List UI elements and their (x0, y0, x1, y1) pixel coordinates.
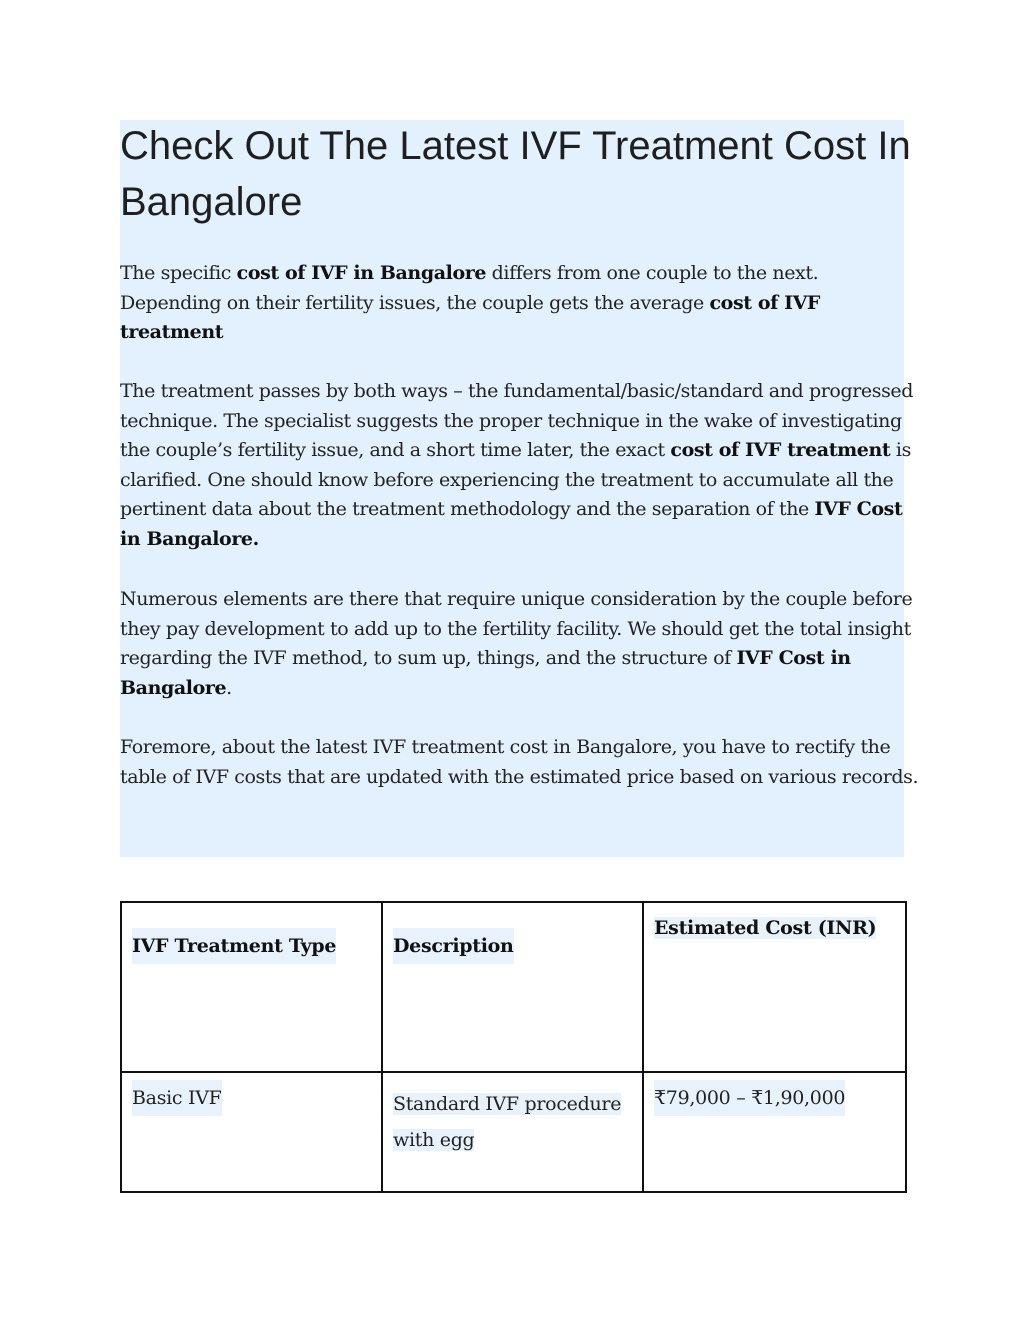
estimated-cost-value: ₹79,000 – ₹1,90,000 (654, 1080, 845, 1116)
paragraph-text: is clarified. One should know before experiencing the treatment to accumulate all the pertinent data about the treatment methodology and the separation of the (120, 439, 911, 521)
table-header-cell (121, 902, 382, 1072)
bold-phrase: cost of IVF treatment (670, 439, 891, 462)
column-header-estimated-cost: Estimated Cost (INR) (654, 917, 877, 939)
paragraph-text: Numerous elements are there that require unique consideration by the couple before they pay development to add up to the fertility facility. We should get the total insight regarding the IVF method, to sum up, things, and the structure of (120, 588, 913, 670)
table-cell (643, 1072, 906, 1192)
treatment-type-value: Basic IVF (132, 1080, 222, 1116)
bold-phrase: cost of IVF in Bangalore (236, 262, 487, 284)
paragraph-4 (120, 733, 920, 792)
table-header-row (121, 902, 906, 1072)
table-row (121, 1072, 906, 1192)
bold-phrase: cost of IVF treatment (120, 291, 821, 344)
description-value: Standard IVF procedure with egg (393, 1093, 622, 1151)
ivf-cost-table (120, 901, 907, 1193)
table-header-cell (643, 902, 906, 1072)
table-cell (382, 1072, 643, 1192)
table-cell (121, 1072, 382, 1192)
paragraph-2 (120, 377, 920, 555)
paragraph-3 (120, 585, 920, 703)
bold-phrase: IVF Cost in Bangalore. (120, 498, 903, 550)
column-header-treatment-type: IVF Treatment Type (132, 928, 336, 964)
table-header-cell (382, 902, 643, 1072)
paragraph-text: The treatment passes by both ways – the fundamental/basic/standard and progressed technique. The specialist suggests the proper technique in the wake of investigating the couple’s fertility issue, and a short time later, the exact (120, 380, 914, 462)
paragraph-text: differs from one couple to the next. Depending on their fertility issues, the couple gets the average (120, 262, 819, 314)
bold-phrase: IVF Cost in Bangalore (120, 647, 851, 699)
column-header-description: Description (393, 928, 514, 964)
paragraph-text: Foremore, about the latest IVF treatment cost in Bangalore, you have to rectify the table of IVF costs that are updated with the estimated price based on various records. (120, 736, 919, 788)
paragraph-text: . (226, 676, 232, 699)
paragraph-text: The specific (120, 262, 237, 284)
document-title: Check Out The Latest IVF Treatment Cost In Bangalore (120, 124, 911, 224)
paragraph-1 (120, 259, 920, 348)
